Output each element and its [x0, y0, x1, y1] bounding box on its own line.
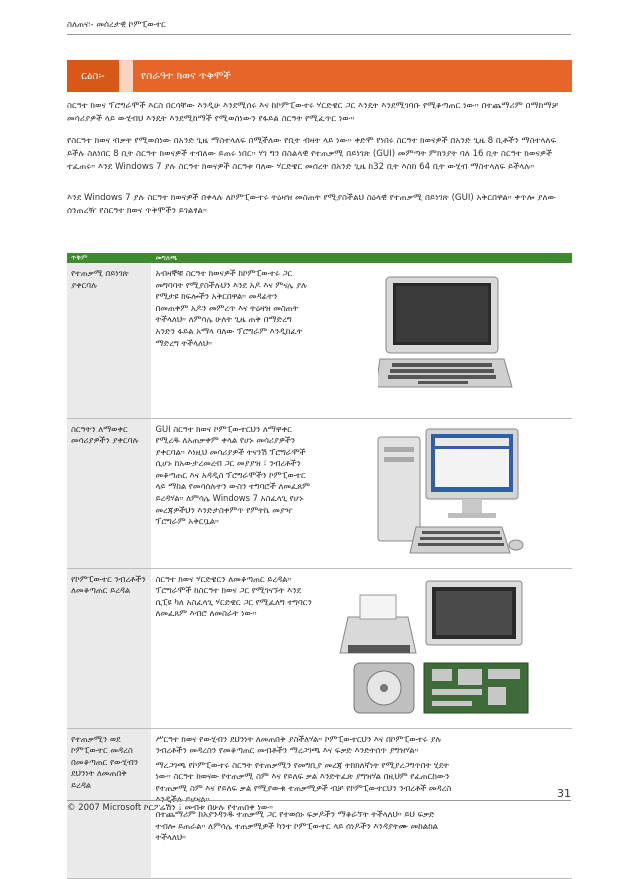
description-text: አብዛኞቹ ስርዓተ ክወናዎች ከኮምፒውተሩ ጋር መግባባት የሚያስችሉህን እንደ አዶ እና ምናሌ ያሉ የሚታዩ ክፍሎችን አቅርበዋል። መዳፊትን በመጠቀም አዶን መምረጥ እና ትዕዛዝ መስጠት ትችላለህ። ለምሳሌ ሁለት ጊዜ ጠቅ በማድረግ አንድን ፋይል አማላ ባለው ፕሮግራም እንዲከፈት ማድረግ ትችላለህ።	[155, 268, 308, 348]
table-row	[67, 568, 572, 728]
description-text: በተጨማሪም ከአያንዳንዱ ተጠቃሚ ጋር የተወሰኑ ፍቃዶችን ማቆራኘት ትችላለህ። ይህ ፍቃድ ተብሎ ይጠራል። ለምሳሌ ተጠቃሚዎች ካንተ ኮምፒውተር ላይ ሰነዶችን እንዳያትሙ መከልከል ትችላለህ።	[155, 809, 438, 843]
lesson-title: የስራዓተ ክወና ጥቅሞች	[141, 70, 231, 82]
column-header-feature: ጥቅም	[67, 253, 151, 263]
intro-paragraph-2: የስርዓተ ክወና ብቃት የሚወሰነው በአንድ ጊዜ ማስተላለፍ በሚችለው የቢት ብዛት ላይ ነው። ቀድሞ የነበሩ ስርዓተ ክወናዎች በአንድ ጊዜ 8 ቢቶችን ማስተላለፍ ይችሉ ስለነበር 8 ቢት ስርዓተ ክወናዎች ተብለው ይጠሩ ነበር። ሃገ ግን በስልላዊ የተጠቃሚ በይነገጽ (GUI) መምጣት ምክንያት ባለ 16 ቢት ስርዓተ ክወናዎች ተፈጠሩ። እንደ Windows 7 ያሉ ስርዓተ ክወናዎች ስርዓቱ ባለው ሃርድዌር መሰረት በአንድ ጊዜ ከ32 ቢት እስከ 64 ቢት ውሂብ ማስተላለፍ ይችላሉ።	[67, 136, 557, 172]
illustration-cell	[316, 418, 572, 568]
laptop-computer-icon	[378, 275, 513, 393]
table-row	[67, 418, 572, 568]
copyright-footer: © 2007 Microsoft ኮርፖሬሽን ፤ መብቱ በሁሉ የተጠበቀ ነው።	[67, 803, 274, 813]
lesson-banner	[67, 60, 572, 92]
description-text: ማረጋገጫ የኮምፒውተሩ ስርዓት የተጠቃሚን የመግቢያ መረጃ ትክክለኛነት የሚያረጋግጥበት ሂደት ነው። ስርዓተ ክወናው የተጠቃሚ ስም እና የይለፍ ቃል እንድትፈጽ ያግዝሃል በዚህም የፈጠርከውን የተጠቃሚ ስም እና የይለፍ ቃል የሚያውቁ ተጠቃሚዎች ብቻ የኮምፒውተርህን ንብረቶች መዳረስ እንዲችሉ ይሆናል።	[155, 759, 452, 805]
feature-cell: ስርዓትን ለማወቀር መሳሪያዎችን ያቀርባሉ	[67, 418, 151, 568]
intro-paragraph-1: ስርዓተ ክወና ፕሮግራሞች እርስ በርሳቸው እንዲሁ እንደሚሰሩ እና ከኮምፒውተሩ ሃርድዌር ጋር እንዴት እንደሚገባቡ የሚቆጣጠር ነው። በተጨማሪም በማከማቻ መሳሪያዎች ላይ ውሂብህ እንዴት እንደሚከማች የሚወስነውን የፋይል ስርዓት የሚፈጥር ነው።	[67, 101, 559, 124]
benefits-table	[67, 253, 572, 879]
footer-rule	[67, 800, 571, 801]
table-header-row	[67, 253, 572, 263]
illustration-cell	[316, 568, 572, 728]
feature-cell: የተጠቃሚን ወደ ኮምፒውተር መዳረስ በመቆጣጠር የውሂብን ደህንነት ለመጠበቅ ይረዳል	[67, 728, 151, 878]
description-text: ሥርዓተ ክወና የውሂብን ደህንነት ለመጠበቅ ያስችለሃል። ኮምፒውተርህን እና በኮምፒውተሩ ያሉ ንብረቶችን መዳረስን የመቆጣጠር መብቶችን ማረጋገጫ እና ፍቃድ እንድትሰጥ ያግዝሃል።	[155, 733, 442, 756]
desktop-computer-icon	[376, 427, 526, 559]
intro-paragraph-3: እንደ Windows 7 ያሉ ስርዓተ ክወናዎች በቀላሉ ለኮምፒውተሩ ትዕዛዝ መስጠት የሚያስችልህ ስዕላዊ የተጠቃሚ በይነገጽ (GUI) አቅርበዋል። ቀጥሎ ያለው ሰንጠረዥ የስርዓተ ክወና ጥቅሞችን ይገልፃል።	[67, 193, 556, 216]
description-cell	[151, 263, 316, 418]
document-header: ስለጠና፡- መሰረታዊ ኮምፒውተር	[67, 20, 166, 30]
header-rule	[67, 34, 571, 35]
description-cell	[151, 418, 316, 568]
description-text: ስርዓተ ክወና ሃርድዌርን ለመቆጣጠር ይረዳል። ፕሮግራሞች ከስርዓተ ክወና ጋር የሚገናኙት እንደ ሲፒዩ ካለ አስፈላጊ ሃርድዌር ጋር የሚፈለግ ተግባርን ለመፈጸም እብሮ ለመስራት ነው።	[155, 573, 312, 619]
description-cell	[151, 568, 316, 728]
illustration-cell	[316, 263, 572, 418]
column-header-description: መግለጫ	[151, 253, 572, 263]
description-text: GUI ስርዓተ ክወና ኮምፒውተርህን ለማዋቀር የሚረዱ ለአጠቃቀም ቀላል የሆኑ መሳሪያዎችን ያቀርባል። እነዚህ መሳሪያዎች ትናንሽ ፕሮግራሞች ሲሆኑ ከአውታረመረብ ጋር መያያዝ ፣ ንብረቶችን መቆጣጠር እና አዳዲስ ፕሮግራሞችን ኮምፒውተር ላይ ማከል የመሳሰሉትን ውስን ተግባሮች ለመፈጸም ይረዳሃል። ለምሳሌ Windows 7 አስፈላጊ የሆኑ መረጃዎችህን እንድታስቀምጥ የምትኬ መያዣ ፕሮግራም አቅርቧል።	[155, 423, 310, 527]
feature-cell: የተጠቃሚ በይነገጽ ያቀርባሉ	[67, 263, 151, 418]
hardware-components-icon	[338, 575, 538, 725]
lesson-label: ርዕስ፡-	[67, 60, 119, 92]
lesson-separator	[119, 60, 133, 92]
feature-cell: የኮምፒውተር ንብረቶችን ለመቆጣጠር ይረዳል	[67, 568, 151, 728]
table-row	[67, 263, 572, 418]
page-number: 31	[557, 787, 571, 800]
